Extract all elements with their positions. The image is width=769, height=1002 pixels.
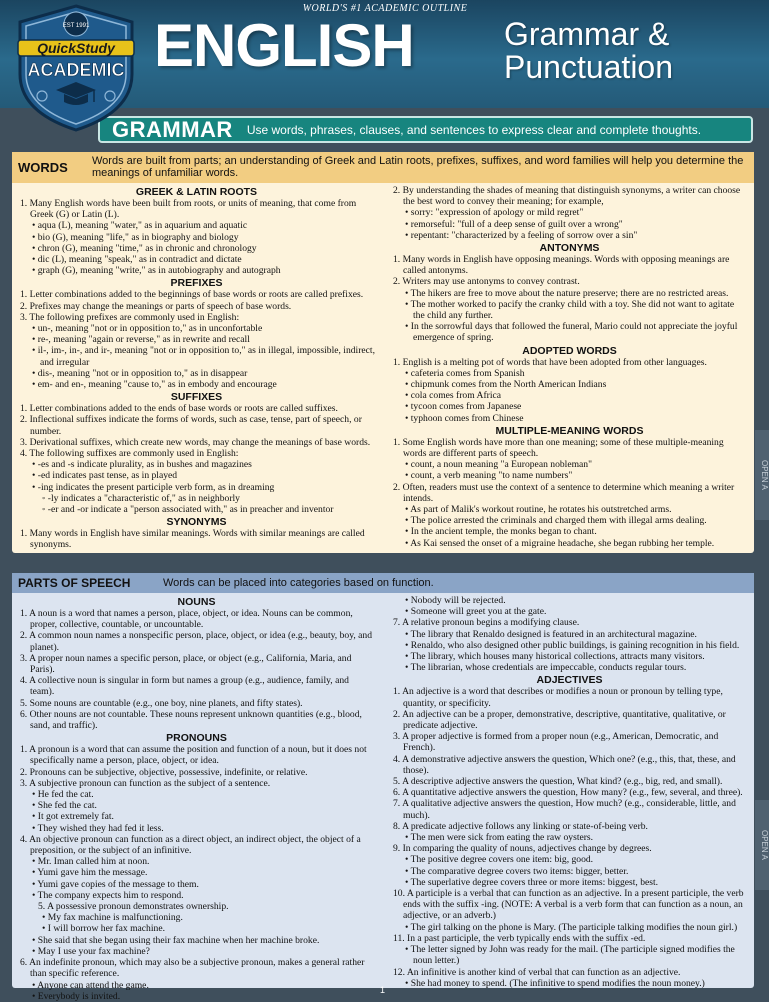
pos-right-column [383, 595, 748, 1002]
list-item: • The police arrested the criminals and charged them with illegal arms dealing. [405, 515, 707, 527]
list-item: 4. A demonstrative adjective answers the question, Which one? (e.g., this, that, these, and those). [393, 753, 736, 776]
subheading: PRONOUNS [166, 732, 227, 745]
subheading: ADOPTED WORDS [522, 344, 617, 357]
list-item: • She said that she began using their fax machine when her machine broke. [32, 934, 320, 946]
list-item: 1. A noun is a word that names a person, place, object, or idea. Nouns can be common, proper, collective, countable, or uncountable. [20, 608, 353, 631]
list-item: • remorseful: "full of a deep sense of guilt over a wrong" [405, 218, 623, 230]
page-number: 1 [380, 985, 386, 995]
list-item: 3. The following prefixes are commonly used in English: [20, 311, 240, 323]
grammar-description: Use words, phrases, clauses, and sentences to express clear and complete thoughts. [246, 122, 702, 137]
subheading: MULTIPLE-MEANING WORDS [495, 424, 644, 437]
list-item: • chipmunk comes from the North American Indians [405, 379, 607, 391]
parts-of-speech-title: PARTS OF SPEECH [18, 576, 131, 590]
badge-est: EST 1991 [62, 23, 90, 29]
list-item: • tycoon comes from Japanese [405, 401, 522, 413]
list-item: • I will borrow her fax machine. [42, 923, 165, 935]
words-left-column [18, 185, 383, 551]
grammar-title: GRAMMAR [112, 116, 233, 142]
list-item: • un-, meaning "not or in opposition to," as in unconfortable [32, 323, 263, 335]
tagline: WORLD'S #1 ACADEMIC OUTLINE [302, 3, 468, 14]
list-item: • graph (G), meaning "write," as in autobiography and autograph [32, 265, 281, 277]
words-section [12, 152, 754, 553]
parts-of-speech-description: Words can be placed into categories based on function. [163, 577, 434, 589]
list-item: • il-, im-, in-, and ir-, meaning "not or in opposition to," as in illegal, impossible, indirect, and irregular [32, 345, 375, 368]
list-item: • cafeteria comes from Spanish [405, 367, 525, 379]
subheading: PREFIXES [170, 277, 223, 290]
list-item: • Yumi gave him the message. [32, 867, 148, 879]
list-item: • The library, which houses many historical collections, attracts many visitors. [405, 651, 705, 663]
list-item: • The letter signed by John was ready for the mail. (The participle signed modifies the noun letter.) [405, 944, 735, 967]
list-item: • -ed indicates past tense, as in played [32, 470, 178, 482]
subtitle-line-1: Grammar & [504, 16, 670, 52]
page-title: ENGLISH [154, 12, 414, 79]
list-item: 5. A possessive pronoun demonstrates ownership. [38, 901, 229, 913]
quickstudy-academic-logo [14, 4, 138, 132]
list-item: 2. Prefixes may change the meanings or parts of speech of base words. [20, 300, 292, 312]
subheading: SYNONYMS [166, 516, 227, 529]
list-item: 5. Some nouns are countable (e.g., one boy, nine planets, and fifty states). [20, 697, 303, 709]
subheading: SUFFIXES [170, 391, 223, 404]
list-item: 6. An indefinite pronoun, which may also be a subjective pronoun, makes a general rather than specific reference. [20, 957, 365, 980]
list-item: • It got extremely fat. [32, 811, 114, 823]
list-item: 2. Often, readers must use the context of a sentence to determine which meaning a writer intends. [393, 481, 735, 504]
list-item: • Yumi gave copies of the message to them. [32, 878, 199, 890]
list-item: • Renaldo, who also designed other public buildings, is gaining recognition in his field. [405, 639, 740, 651]
words-description: Words are built from parts; an understanding of Greek and Latin roots, prefixes, suffixes, and word families will help you determine the meanings of unfamiliar words. [92, 155, 744, 179]
list-item: 1. An adjective is a word that describes or modifies a noun or pronoun by telling type, quantity, or specificity. [393, 686, 723, 709]
list-item: • She had money to spend. (The infinitive to spend modifies the noun money.) [405, 977, 705, 989]
list-item: 11. In a past participle, the verb typically ends with the suffix -ed. [393, 932, 646, 944]
list-item: 6. A quantitative adjective answers the question, How many? (e.g., few, several, and three). [393, 787, 743, 799]
list-item: • count, a noun meaning "a European nobleman" [405, 459, 593, 471]
list-item: • My fax machine is malfunctioning. [42, 912, 183, 924]
list-item: • Someone will greet you at the gate. [405, 606, 547, 618]
subheading: ADJECTIVES [536, 674, 603, 687]
list-item: • She fed the cat. [32, 800, 97, 812]
list-item: • As part of Malik's workout routine, he rotates his outstretched arms. [405, 504, 672, 516]
list-item: 1. Some English words have more than one meaning; some of these multiple-meaning words are different parts of speech. [393, 436, 724, 460]
list-item: • Anyone can attend the game. [32, 979, 149, 991]
list-item: • He fed the cat. [32, 789, 94, 801]
words-title: WORDS [18, 160, 68, 175]
list-item: 1. Many words in English have similar meanings. Words with similar meanings are called synonyms. [20, 528, 365, 551]
list-item: 2. Pronouns can be subjective, objective, possessive, indefinite, or relative. [20, 766, 308, 778]
list-item: 4. The following suffixes are commonly used in English: [20, 448, 239, 460]
list-item: ◦ -er and -or indicate a "person associated with," as in preacher and inventor [42, 504, 334, 516]
list-item: • em- and en-, meaning "cause to," as in embody and encourage [32, 379, 277, 391]
list-item: • They wished they had fed it less. [32, 822, 164, 834]
words-header [12, 152, 754, 183]
list-item: • dic (L), meaning "speak," as in contradict and dictate [32, 254, 242, 266]
list-item: 1. Letter combinations added to the ends of base words or roots are called suffixes. [20, 403, 338, 415]
list-item: 1. English is a melting pot of words that have been adopted from other languages. [393, 356, 707, 368]
side-tab-top: OPEN A [755, 430, 769, 520]
list-item: • The positive degree covers one item: big, good. [405, 854, 594, 866]
list-item: • re-, meaning "again or reverse," as in rewrite and recall [32, 334, 250, 346]
pos-left-column [18, 595, 386, 1002]
parts-of-speech-header [12, 573, 754, 593]
list-item: 8. A predicate adjective follows any linking or state-of-being verb. [393, 820, 648, 832]
list-item: • The superlative degree covers three or more items: biggest, best. [405, 876, 659, 888]
subheading: NOUNS [177, 596, 216, 608]
list-item: • In the sorrowful days that followed the funeral, Mario could not appreciate the joyful emergence of spring. [405, 321, 738, 344]
list-item: 3. Derivational suffixes, which create new words, may change the meanings of base words. [20, 436, 371, 448]
list-item: • Nobody will be rejected. [405, 595, 506, 606]
list-item: 4. An objective pronoun can function as a direct object, an indirect object, the object of a preposition, or the subject of an infinitive. [20, 833, 361, 857]
list-item: • sorry: "expression of apology or mild regret" [405, 207, 584, 219]
list-item: • The mother worked to pacify the cranky child with a toy. She did not want to agitate the child any further. [405, 298, 735, 322]
list-item: • chron (G), meaning "time," as in chronic and chronology [32, 242, 257, 254]
list-item: ◦ -ly indicates a "characteristic of," as in neighborly [42, 492, 240, 504]
parts-of-speech-section [12, 573, 754, 1002]
list-item: 1. A pronoun is a word that can assume the position and function of a noun, but it does not specifically name a person, place, object, or idea. [20, 744, 367, 767]
list-item: • The comparative degree covers two items: bigger, better. [405, 865, 629, 877]
grammar-banner [98, 116, 753, 143]
list-item: 7. A relative pronoun begins a modifying clause. [393, 617, 580, 629]
list-item: • typhoon comes from Chinese [405, 412, 524, 424]
list-item: • The girl talking on the phone is Mary. (The participle talking modifies the noun girl.) [405, 921, 738, 933]
side-tab-bottom: OPEN A [755, 800, 769, 890]
subheading: ANTONYMS [539, 242, 600, 255]
list-item: • The hikers are free to move about the nature preserve; there are no restricted areas. [405, 287, 729, 299]
list-item: • count, a verb meaning "to name numbers" [405, 470, 573, 482]
list-item: • As Kai sensed the onset of a migraine headache, she began rubbing her temple. [405, 537, 715, 549]
list-item: 6. Other nouns are not countable. These nouns represent unknown quantities (e.g., blood, sand, and traffic). [20, 708, 362, 732]
list-item: • -es and -s indicate plurality, as in bushes and magazines [32, 459, 252, 471]
subheading: GREEK & LATIN ROOTS [135, 186, 258, 198]
list-item: • The men were sick from eating the raw oysters. [405, 832, 594, 844]
list-item: 9. In comparing the quality of nouns, adjectives change by degrees. [393, 843, 652, 855]
list-item: 2. Inflectional suffixes indicate the forms of words, such as case, tense, part of speech, or number. [20, 414, 362, 437]
list-item: 3. A subjective pronoun can function as the subject of a sentence. [20, 777, 271, 789]
list-item: 7. A qualitative adjective answers the question, How much? (e.g., considerable, little, and much). [393, 798, 736, 821]
list-item: 4. A collective noun is singular in form but names a group (e.g., audience, family, and team). [20, 675, 349, 698]
list-item: • Mr. Iman called him at noon. [32, 856, 150, 868]
list-item: 1. Letter combinations added to the beginnings of base words or roots are called prefixes. [20, 289, 364, 301]
list-item: • In the ancient temple, the monks began to chant. [405, 526, 597, 538]
words-right-column [383, 185, 748, 551]
list-item: 2. By understanding the shades of meaning that distinguish synonyms, a writer can choose the best word to convey their meaning; for example, [393, 185, 741, 208]
list-item: 3. A proper noun names a specific person, place, or object (e.g., California, Maria, and Paris). [20, 652, 352, 676]
list-item: • The library that Renaldo designed is featured in an architectural magazine. [405, 628, 697, 640]
list-item: 1. Many words in English have opposing meanings. Words with opposing meanings are called antonyms. [393, 254, 730, 277]
list-item: • bio (G), meaning "life," as in biography and biology [32, 231, 239, 243]
list-item: • Everybody is invited. [32, 990, 121, 1002]
list-item: 2. Writers may use antonyms to convey contrast. [393, 276, 580, 288]
list-item: 2. A common noun names a nonspecific person, place, object, or idea (e.g., beauty, boy, and planet). [20, 630, 373, 653]
list-item: 5. A descriptive adjective answers the question, What kind? (e.g., big, red, and small). [393, 776, 723, 788]
list-item: 12. An infinitive is another kind of verbal that can function as an adjective. [393, 966, 681, 978]
list-item: • May I use your fax machine? [32, 945, 150, 957]
list-item: • The company expects him to respond. [32, 889, 184, 901]
badge-main-text: ACADEMIC [27, 60, 125, 80]
subtitle-line-2: Punctuation [504, 49, 674, 85]
badge-top-text: QuickStudy [37, 40, 115, 56]
list-item: • repentant: "characterized by a feeling of sorrow over a sin" [405, 229, 638, 241]
list-item: 10. A participle is a verbal that can function as an adjective. In a present participle, the verb ends with the suffix -ing. (NOTE: A verbal is a verb form that can function as a noun, an adjective, or an adverb.) [393, 888, 744, 922]
list-item: • aqua (L), meaning "water," as in aquarium and aquatic [32, 220, 248, 232]
list-item: 3. A proper adjective is formed from a proper noun (e.g., American, Democratic, and French). [393, 731, 719, 754]
list-item: • cola comes from Africa [405, 390, 502, 402]
list-item: 2. An adjective can be a proper, demonstrative, descriptive, quantitative, qualitative, or predicate adjective. [393, 708, 726, 732]
list-item: • -ing indicates the present participle verb form, as in dreaming [32, 481, 275, 493]
list-item: • The librarian, whose credentials are impeccable, conducts regular tours. [405, 662, 687, 674]
list-item: 1. Many English words have been built from roots, or units of meaning, that come from Greek (G) or Latin (L). [20, 198, 357, 221]
page-subtitle [504, 18, 673, 84]
list-item: • dis-, meaning "not or in opposition to," as in disappear [32, 367, 248, 379]
